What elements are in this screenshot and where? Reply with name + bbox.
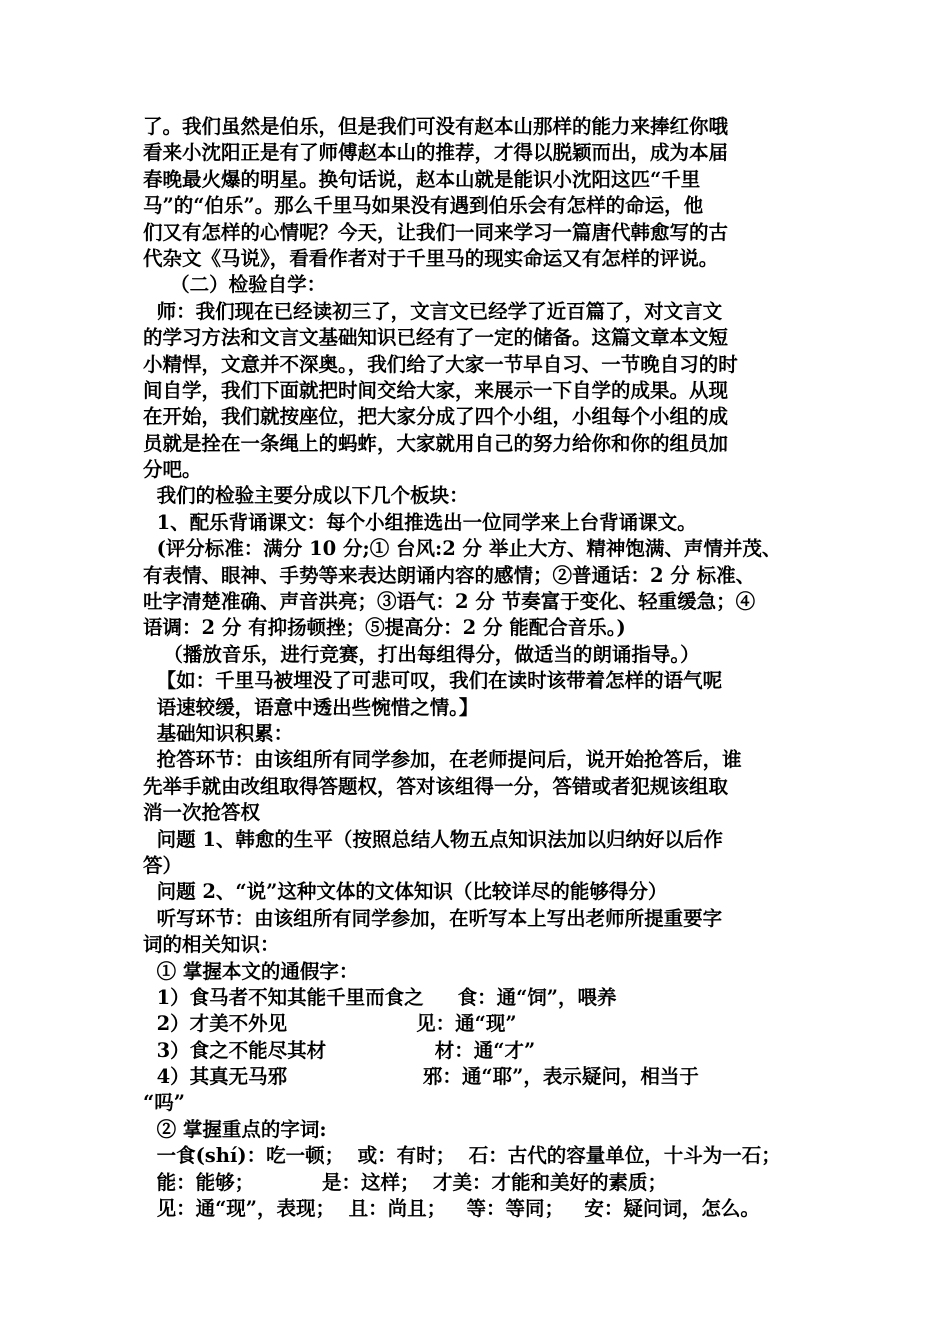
text-line: 抢答环节：由该组所有同学参加，在老师提问后，说开始抢答后，谁: [143, 748, 742, 772]
text-line: 的学习方法和文言文基础知识已经有了一定的储备。这篇文章本文短: [143, 326, 729, 350]
text-line: 见：通“现”，表现； 且：尚且； 等：等同； 安：疑问词，怎么。: [143, 1197, 760, 1221]
text-line: 一食(shí)：吃一顿； 或：有时； 石：古代的容量单位，十斗为一石；: [143, 1144, 781, 1168]
text-line: (评分标准：满分 10 分;① 台风:2 分 举止大方、精神饱满、声情并茂、: [143, 537, 782, 561]
lesson-plan-text: [143, 114, 823, 1222]
text-line: 词的相关知识：: [143, 933, 280, 957]
text-line: 听写环节：由该组所有同学参加，在听写本上写出老师所提重要字: [143, 906, 723, 930]
text-line: 4）其真无马邪 邪：通“耶”，表示疑问，相当于: [143, 1065, 699, 1089]
text-line: （播放音乐，进行竞赛，打出每组得分，做适当的朗诵指导。）: [143, 642, 700, 666]
text-line: 能：能够； 是：这样； 才美：才能和美好的素质；: [143, 1170, 668, 1194]
text-line: 语调：2 分 有抑扬顿挫；⑤提高分：2 分 能配合音乐。): [143, 616, 626, 640]
text-line: 答）: [143, 853, 183, 877]
text-line: 消一次抢答权: [143, 801, 261, 825]
text-line: 【如：千里马被埋没了可悲可叹，我们在读时该带着怎样的语气呢: [143, 669, 723, 693]
text-line: 1）食马者不知其能千里而食之 食：通“饲”，喂养: [143, 985, 617, 1009]
text-line: 我们的检验主要分成以下几个板块：: [143, 484, 469, 508]
text-line: 有表情、眼神、手势等来表达朗诵内容的感情；②普通话：2 分 标准、: [143, 563, 756, 587]
text-line: 看来小沈阳正是有了师傅赵本山的推荐，才得以脱颖而出，成为本届: [143, 141, 729, 165]
section-heading: （二）检验自学：: [143, 273, 327, 297]
text-line: 间自学，我们下面就把时间交给大家，来展示一下自学的成果。从现: [143, 378, 729, 402]
text-line: 员就是拴在一条绳上的蚂蚱，大家就用自己的努力给你和你的组员加: [143, 431, 729, 455]
text-line: 问题 1、韩愈的生平（按照总结人物五点知识法加以归纳好以后作: [143, 827, 723, 851]
text-line: 语速较缓，语意中透出些惋惜之情。】: [143, 695, 479, 719]
text-line: 小精悍，文意并不深奥。，我们给了大家一节早自习、一节晚自习的时: [143, 352, 738, 376]
text-line: 们又有怎样的心情呢？今天，让我们一同来学习一篇唐代韩愈写的古: [143, 220, 729, 244]
text-line: ① 掌握本文的通假字：: [143, 959, 359, 983]
text-line: ② 掌握重点的字词:: [143, 1117, 327, 1141]
text-line: 2）才美不外见 见：通“现”: [143, 1012, 517, 1036]
text-line: 1、配乐背诵课文：每个小组推选出一位同学来上台背诵课文。: [143, 510, 697, 534]
text-line: 分吧。: [143, 458, 202, 482]
text-line: 了。我们虽然是伯乐，但是我们可没有赵本山那样的能力来捧红你哦: [143, 115, 729, 138]
text-line: 3）食之不能尽其材 材：通“才”: [143, 1038, 536, 1062]
text-line: 代杂文《马说》，看看作者对于千里马的现实命运又有怎样的评说。: [143, 246, 719, 270]
text-line: 基础知识积累：: [143, 721, 294, 745]
text-line: 在开始，我们就按座位，把大家分成了四个小组，小组每个小组的成: [143, 405, 729, 429]
text-line: 先举手就由改组取得答题权，答对该组得一分，答错或者犯规该组取: [143, 774, 729, 798]
text-line: 吐字清楚准确、声音洪亮；③语气：2 分 节奏富于变化、轻重缓急；④: [143, 590, 756, 614]
text-line: “吗”: [143, 1091, 185, 1115]
text-line: 师：我们现在已经读初三了，文言文已经学了近百篇了，对文言文: [143, 299, 723, 323]
text-line: 春晚最火爆的明星。换句话说，赵本山就是能识小沈阳这匹“千里: [143, 167, 701, 191]
text-line: 马”的“伯乐”。那么千里马如果没有遇到伯乐会有怎样的命运，他: [143, 194, 704, 218]
text-line: 问题 2、“说”这种文体的文体知识（比较详尽的能够得分）: [143, 880, 668, 904]
